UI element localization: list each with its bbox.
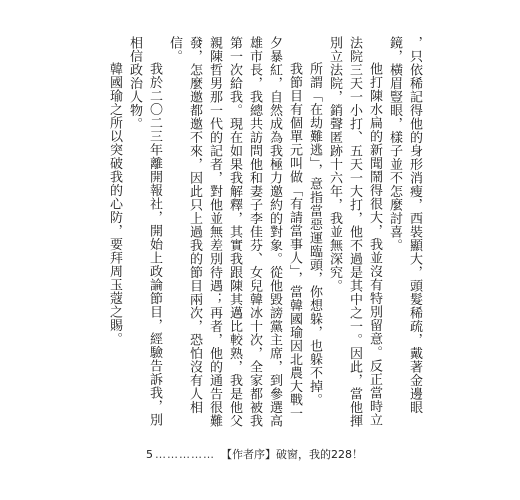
paragraph: 韓國瑜之所以突破我的心防，要拜周玉蔻之賜。 bbox=[107, 62, 122, 346]
page-footer bbox=[146, 446, 363, 462]
leader-dots: …………… bbox=[155, 448, 215, 461]
vertical-text-body bbox=[104, 36, 424, 431]
page-number: 5 bbox=[146, 448, 153, 461]
paragraph: 所謂「在劫難逃」，意指當惡運臨頭，你想躲，也躲不掉。 bbox=[307, 62, 322, 407]
paragraph: ，只依稀記得他的身形消瘦，西裝顯大，頭髮稀疏，戴著金邊眼鏡，橫眉豎眼，樣子並不怎麼討喜。 bbox=[387, 36, 422, 414]
paragraph: 我節目有個單元叫做「有請當事人」，當韓國瑜因北農大戰一夕暴紅，自然成為我極力邀約的對象。從他毀謗黨主席，到參選高雄市長，我總共訪問他和妻子李佳芬、女兒韓冰十次，全家都被我第一次給我。現在如果我解釋，其實我跟陳其邁比較熟，我是他父親陳哲男那一代的記者，對他並無差別待遇；再者，他的通告很難發，怎麼邀都邀不來，因此只上過我的節目兩次，恐怕沒有人相信。 bbox=[167, 36, 302, 428]
running-title: 【作者序】破窗，我的228！ bbox=[221, 448, 363, 461]
paragraph: 我於二〇二三年離開報社，開始上政論節目，經驗告訴我，別相信政治人物。 bbox=[127, 36, 162, 427]
paragraph: 他打陳水扁的新聞鬧得很大，我並沒有特別留意。反正當時立法院三天一小打、五天一大打，他不過是其中之一。因此，當他揮別立法院，銷聲匿跡十六年，我並無深究。 bbox=[327, 36, 382, 428]
